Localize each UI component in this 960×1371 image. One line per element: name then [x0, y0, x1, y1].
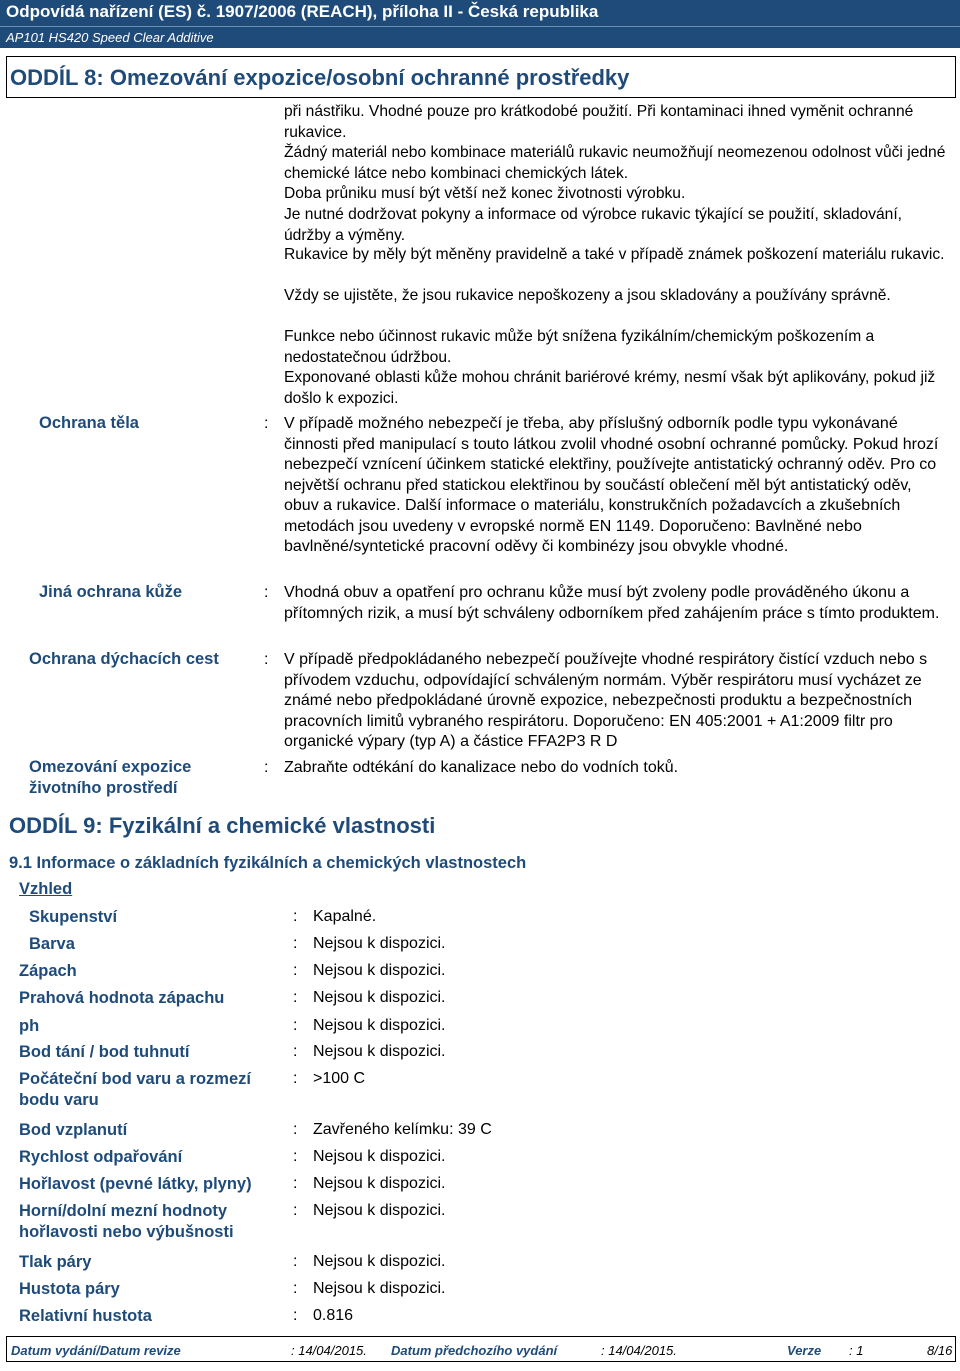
property-label: Relativní hustota: [19, 1307, 152, 1325]
property-label: Hustota páry: [19, 1280, 120, 1298]
property-label: Hořlavost (pevné látky, plyny): [19, 1175, 252, 1193]
property-label: Počáteční bod varu a rozmezí: [19, 1070, 251, 1088]
glove-paragraph: Žádný materiál nebo kombinace materiálů rukavic neumožňují neomezenou odolnost vůči jedné chemické látce nebo kombinaci chemických látek.: [284, 144, 946, 182]
property-label: Rychlost odpařování: [19, 1148, 183, 1166]
property-value: 0.816: [313, 1307, 354, 1324]
colon: :: [264, 759, 269, 776]
appearance-heading: Vzhled: [19, 880, 73, 898]
property-value: Nejsou k dispozici.: [313, 989, 446, 1006]
property-value: Nejsou k dispozici.: [313, 1043, 446, 1060]
environmental-exposure-label: Omezování expozice: [29, 758, 192, 776]
issue-date-value: : 14/04/2015.: [291, 1343, 367, 1358]
glove-paragraph: Exponované oblasti kůže mohou chránit bariérové krémy, nesmí však být aplikovány, pokud již došlo k expozici.: [284, 369, 936, 407]
property-value: Nejsou k dispozici.: [313, 962, 446, 979]
property-value: Nejsou k dispozici.: [313, 1253, 446, 1270]
colon: :: [293, 1307, 298, 1324]
body-protection-text: V případě možného nebezpečí je třeba, aby příslušný odborník podle typu vykonávané činnosti před manipulací s touto látkou zvolil vhodné osobní ochranné pomůcky. Pokud hrozí nebezpečí vznícení účinkem statické elektřiny, používejte antistatický ochranný oděv. Pro co největší ochranu před statickou elektřinou by součástí oblečení měl být antistatický oděv, obuv a rukavice. Další informace o materiálu, konstrukčních požadavcích a zkušebních metodách jsou uvedeny v evropské normě EN 1149. Doporučeno: Bavlněné nebo bavlněné/syntetické pracovní oděvy či kombinézy jsou obvykle vhodné.: [284, 415, 939, 555]
version-label: Verze: [787, 1343, 822, 1358]
colon: :: [293, 1070, 298, 1087]
glove-paragraph: při nástřiku. Vhodné pouze pro krátkodobé použití. Při kontaminaci ihned vyměnit ochranné rukavice.: [284, 103, 914, 141]
property-label: Horní/dolní mezní hodnoty: [19, 1202, 228, 1220]
colon: :: [293, 1017, 298, 1034]
property-label-line2: hořlavosti nebo výbušnosti: [19, 1223, 234, 1241]
property-label: Barva: [29, 935, 75, 953]
property-label: Prahová hodnota zápachu: [19, 989, 225, 1007]
property-label: Zápach: [19, 962, 77, 980]
page-number: 8/16: [927, 1343, 953, 1358]
product-name: AP101 HS420 Speed Clear Additive: [6, 30, 214, 45]
section-8-header: [6, 56, 956, 98]
property-value: >100 C: [313, 1070, 366, 1087]
colon: :: [293, 962, 298, 979]
glove-paragraph: Funkce nebo účinnost rukavic může být snížena fyzikálním/chemickým poškozením a nedostatečnou údržbou.: [284, 328, 875, 366]
section-9-1-subtitle: 9.1 Informace o základních fyzikálních a chemických vlastnostech: [9, 854, 527, 872]
colon: :: [264, 415, 269, 432]
property-value: Nejsou k dispozici.: [313, 1148, 446, 1165]
property-value: Zavřeného kelímku: 39 C: [313, 1121, 492, 1138]
skin-protection-label: Jiná ochrana kůže: [39, 583, 183, 601]
section-9-title: ODDÍL 9: Fyzikální a chemické vlastnosti: [9, 813, 436, 838]
colon: :: [293, 908, 298, 925]
property-value: Nejsou k dispozici.: [313, 1202, 446, 1219]
colon: :: [264, 584, 269, 601]
colon: :: [293, 1148, 298, 1165]
colon: :: [293, 989, 298, 1006]
respiratory-protection-label: Ochrana dýchacích cest: [29, 650, 219, 668]
colon: :: [264, 651, 269, 668]
property-label: ph: [19, 1017, 40, 1035]
colon: :: [293, 1202, 298, 1219]
body-protection-label: Ochrana těla: [39, 414, 139, 432]
previous-issue-value: : 14/04/2015.: [601, 1343, 677, 1358]
property-value: Nejsou k dispozici.: [313, 1175, 446, 1192]
colon: :: [293, 1175, 298, 1192]
glove-paragraph: Doba průniku musí být větší než konec životnosti výrobku.: [284, 185, 686, 202]
regulation-banner: [0, 0, 960, 26]
glove-paragraph: Vždy se ujistěte, že jsou rukavice nepoškozeny a jsou skladovány a používány správně.: [284, 287, 891, 304]
glove-paragraph: Je nutné dodržovat pokyny a informace od výrobce rukavic týkající se použití, skladování, údržby a výměny.: [284, 206, 903, 244]
issue-date-label: Datum vydání/Datum revize: [11, 1343, 181, 1358]
previous-issue-label: Datum předchozího vydání: [391, 1343, 558, 1358]
property-value: Nejsou k dispozici.: [313, 935, 446, 952]
property-label: Bod vzplanutí: [19, 1121, 128, 1139]
property-label-line2: bodu varu: [19, 1091, 99, 1109]
colon: :: [293, 1253, 298, 1270]
environmental-exposure-label-line2: životního prostředí: [29, 779, 178, 797]
property-label: Tlak páry: [19, 1253, 92, 1271]
glove-paragraph: Rukavice by měly být měněny pravidelně a také v případě známek poškození materiálu rukavic.: [284, 246, 945, 263]
property-value: Kapalné.: [313, 908, 377, 925]
property-label: Skupenství: [29, 908, 118, 926]
colon: :: [293, 1121, 298, 1138]
skin-protection-text: Vhodná obuv a opatření pro ochranu kůže musí být zvoleny podle prováděného úkonu a přítomných rizik, a musí být schváleny odborníkem před zahájením práce s tímto produktem.: [284, 584, 940, 622]
environmental-exposure-text: Zabraňte odtékání do kanalizace nebo do vodních toků.: [284, 759, 679, 776]
regulation-title: Odpovídá nařízení (ES) č. 1907/2006 (REACH), příloha II - Česká republika: [6, 2, 599, 21]
section-8-title: ODDÍL 8: Omezování expozice/osobní ochranné prostředky: [10, 65, 630, 90]
colon: :: [293, 1043, 298, 1060]
respiratory-protection-text: V případě předpokládaného nebezpečí používejte vhodné respirátory čistící vzduch nebo s přívodem vzduchu, odpovídající schváleným normám. Výběr respirátoru musí vycházet ze známé nebo předpokládané úrovně expozice, nebezpečnosti produktu a bezpečnostních pracovních limitů vybraného respirátoru. Doporučeno: EN 405:2001 + A1:2009 filtr pro organické výpary (typ A) a částice FFA2P3 R D: [284, 651, 928, 750]
version-value: : 1: [849, 1343, 864, 1358]
page-footer: [6, 1336, 956, 1362]
colon: :: [293, 935, 298, 952]
property-value: Nejsou k dispozici.: [313, 1017, 446, 1034]
property-value: Nejsou k dispozici.: [313, 1280, 446, 1297]
property-label: Bod tání / bod tuhnutí: [19, 1043, 190, 1061]
colon: :: [293, 1280, 298, 1297]
product-bar: [0, 26, 960, 48]
